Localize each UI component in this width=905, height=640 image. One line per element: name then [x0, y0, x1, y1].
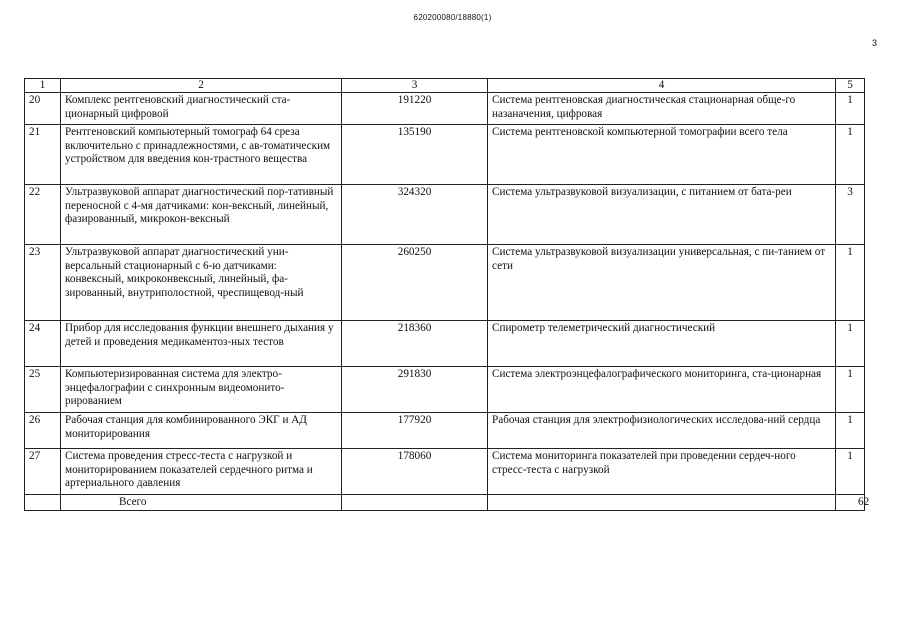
row-number: 23 — [25, 245, 61, 321]
equipment-type: Система ультразвуковой визуализации универсальная, с пи-танием от сети — [488, 245, 836, 321]
nomenclature-code: 191220 — [342, 93, 488, 125]
row-number: 26 — [25, 413, 61, 449]
page-number: 3 — [872, 38, 878, 48]
equipment-type: Спирометр телеметрический диагностический — [488, 321, 836, 367]
equipment-name: Рабочая станция для комбинированного ЭКГ и АД мониторирования — [61, 413, 342, 449]
equipment-type: Система ультразвуковой визуализации, с питанием от бата-реи — [488, 185, 836, 245]
equipment-type: Система мониторинга показателей при проведении сердеч-ного стресс-теста с нагрузкой — [488, 449, 836, 495]
nomenclature-code: 291830 — [342, 367, 488, 413]
table-row — [25, 185, 865, 245]
column-header: 2 — [61, 79, 342, 93]
table-row — [25, 367, 865, 413]
quantity: 1 — [836, 367, 865, 413]
nomenclature-code: 324320 — [342, 185, 488, 245]
equipment-name: Компьютеризированная система для электро-энцефалографии с синхронным видеомонито-рированием — [61, 367, 342, 413]
column-header: 1 — [25, 79, 61, 93]
equipment-name: Система проведения стресс-теста с нагрузкой и мониторированием показателей сердечного ритма и артериального давления — [61, 449, 342, 495]
document-code: 620200080/18880(1) — [413, 13, 492, 22]
total-label: Всего — [61, 495, 342, 510]
nomenclature-code: 177920 — [342, 413, 488, 449]
table-row — [25, 413, 865, 449]
column-header: 4 — [488, 79, 836, 93]
column-header: 5 — [836, 79, 865, 93]
equipment-type: Система рентгеновская диагностическая стационарная обще-го назанaчения, цифровая — [488, 93, 836, 125]
table-row — [25, 449, 865, 495]
equipment-name: Ультразвуковой аппарат диагностический пор-тативный переносной с 4-мя датчиками: кон-вексный, линейный, фазированный, микрокон-вексный — [61, 185, 342, 245]
nomenclature-code: 260250 — [342, 245, 488, 321]
table-row — [25, 125, 865, 185]
quantity: 1 — [836, 321, 865, 367]
quantity: 1 — [836, 245, 865, 321]
table-header-row — [25, 79, 865, 93]
table-row — [25, 93, 865, 125]
total-blank-cell — [25, 495, 61, 510]
total-value: 62 — [836, 495, 865, 510]
row-number: 20 — [25, 93, 61, 125]
total-row — [25, 495, 865, 510]
row-number: 25 — [25, 367, 61, 413]
equipment-name: Рентгеновский компьютерный томограф 64 среза включительно с принадлежностями, с ав-томатическим устройством для введения кон-трастного вещества — [61, 125, 342, 185]
nomenclature-code: 218360 — [342, 321, 488, 367]
quantity: 1 — [836, 125, 865, 185]
total-blank-cell — [488, 495, 836, 510]
nomenclature-code: 135190 — [342, 125, 488, 185]
equipment-name: Прибор для исследования функции внешнего дыхания у детей и проведения медикаментоз-ных тестов — [61, 321, 342, 367]
nomenclature-code: 178060 — [342, 449, 488, 495]
quantity: 3 — [836, 185, 865, 245]
quantity: 1 — [836, 413, 865, 449]
equipment-table — [24, 78, 870, 511]
total-blank-cell — [342, 495, 488, 510]
equipment-type: Рабочая станция для электрофизиологических исследова-ний сердца — [488, 413, 836, 449]
quantity: 1 — [836, 93, 865, 125]
column-header: 3 — [342, 79, 488, 93]
table-row — [25, 321, 865, 367]
equipment-type: Система электроэнцефалографического мониторинга, ста-ционарная — [488, 367, 836, 413]
equipment-name: Комплекс рентгеновский диагностический ста-ционарный цифровой — [61, 93, 342, 125]
row-number: 22 — [25, 185, 61, 245]
table-row — [25, 245, 865, 321]
row-number: 27 — [25, 449, 61, 495]
quantity: 1 — [836, 449, 865, 495]
row-number: 24 — [25, 321, 61, 367]
row-number: 21 — [25, 125, 61, 185]
equipment-name: Ультразвуковой аппарат диагностический уни-версальный стационарный с 6-ю датчиками: конвексный, микроконвексный, линейный, фа-зированный, внутриполостной, чреспищевод-ный — [61, 245, 342, 321]
equipment-type: Система рентгеновской компьютерной томографии всего тела — [488, 125, 836, 185]
